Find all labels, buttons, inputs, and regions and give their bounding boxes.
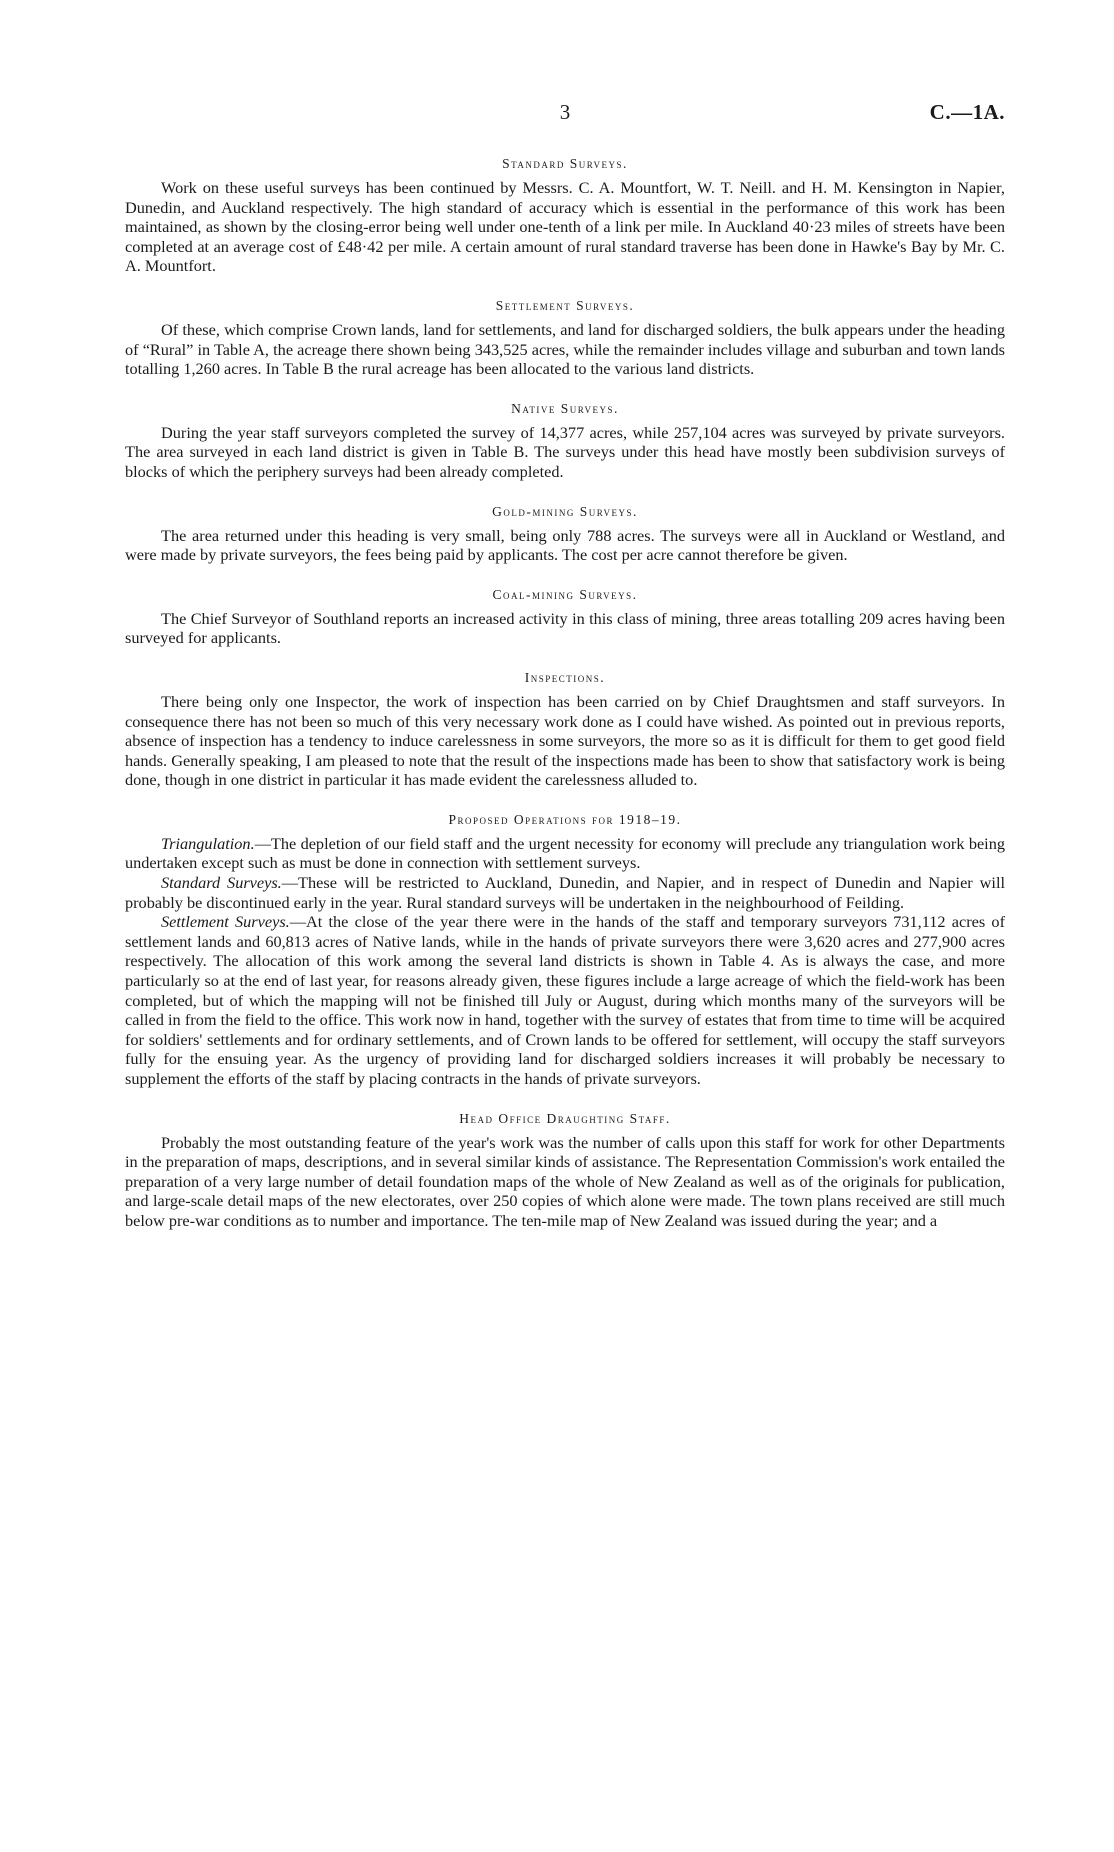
section-head-office-draughting-staff <box>125 1111 1005 1231</box>
paragraph-text: —These will be restricted to Auckland, Dunedin, and Napier, and in respect of Dunedin and Napier will probably be discontinued early in the year. Rural standard surveys will be undertaken in the neighbourhood of Feilding. <box>125 873 1006 912</box>
section-standard-surveys <box>125 156 1005 276</box>
run-in-title: Triangulation. <box>161 833 255 853</box>
section-gold-mining-surveys <box>125 504 1005 565</box>
paragraph: Probably the most outstanding feature of the year's work was the number of calls upon this staff for work for other Departments in the preparation of maps, descriptions, and in several similar kinds of assistance. The Representation Commission's work entailed the preparation of a very large number of detail foundation maps of the whole of New Zealand as well as of the originals for publication, and large-scale detail maps of the new electorates, over 250 copies of which alone were made. The town plans received are still much below pre-war conditions as to number and importance. The ten-mile map of New Zealand was issued during the year; and a <box>125 1132 1005 1230</box>
page-number: 3 <box>559 100 571 124</box>
section-inspections <box>125 670 1005 790</box>
section-heading: Proposed Operations for 1918–19. <box>448 811 682 827</box>
paragraph-text: —At the close of the year there were in the hands of the staff and temporary surveyors 731,112 acres of settlement lands and 60,813 acres of Native lands, while in the hands of private surveyors there were 3,620 acres and 277,900 acres respectively. The allocation of this work among the several land districts is shown in Table 4. As is always the case, and more particularly so at the end of last year, for reasons already given, these figures include a large acreage of which the field-work has been completed, but of which the mapping will not be finished till July or August, during which months many of the surveyors will be called in from the field to the office. This work now in hand, together with the survey of estates that from time to time will be acquired for soldiers' settlements and for ordinary settlements, and of Crown lands to be offered for settlement, will occupy the staff surveyors fully for the ensuing year. As the urgency of providing land for discharged soldiers increases it will probably be necessary to supplement the efforts of the staff by placing contracts in the hands of private surveyors. <box>125 912 1005 1088</box>
paragraph: The area returned under this heading is very small, being only 788 acres. The surveys were all in Auckland or Westland, and were made by private surveyors, the fees being paid by applicants. The cost per acre cannot therefore be given. <box>125 525 1005 565</box>
document-page <box>125 100 1005 1253</box>
paragraph-settlement-surveys <box>125 912 1005 1088</box>
paragraph: During the year staff surveyors completed the survey of 14,377 acres, while 257,104 acres was surveyed by private surveyors. The area surveyed in each land district is given in Table B. The surveys under this head have mostly been subdivision surveys of blocks of which the periphery surveys had been already completed. <box>125 422 1005 481</box>
section-coal-mining-surveys <box>125 587 1005 648</box>
paragraph: Of these, which comprise Crown lands, land for settlements, and land for discharged soldiers, the bulk appears under the heading of “Rural” in Table A, the acreage there shown being 343,525 acres, while the remainder includes village and suburban and town lands totalling 1,260 acres. In Table B the rural acreage has been allocated to the various land districts. <box>125 319 1005 379</box>
section-heading: Native Surveys. <box>511 400 619 416</box>
section-heading: Head Office Draughting Staff. <box>459 1110 671 1126</box>
section-heading: Coal-mining Surveys. <box>492 586 638 602</box>
paragraph-triangulation <box>125 834 1005 873</box>
section-settlement-surveys <box>125 298 1005 379</box>
paragraph-text: —The depletion of our field staff and the urgent necessity for economy will preclude any triangulation work being undertaken except such as must be done in connection with settlement surveys. <box>125 833 1005 873</box>
section-heading: Inspections. <box>524 669 606 685</box>
paragraph: There being only one Inspector, the work of inspection has been carried on by Chief Draughtsmen and staff surveyors. In consequence there has not been so much of this very necessary work done as I could have wished. As pointed out in previous reports, absence of inspection has a tendency to induce carelessness in some surveyors, the more so as it is difficult for them to get good field hands. Generally speaking, I am pleased to note that the result of the inspections made has been to show that satisfactory work is being done, though in one district in particular it has made evident the carelessness alluded to. <box>125 691 1005 790</box>
run-in-title: Settlement Surveys. <box>161 912 290 932</box>
section-proposed-operations <box>125 812 1005 1089</box>
paragraph: The Chief Surveyor of Southland reports an increased activity in this class of mining, three areas totalling 209 acres having been surveyed for applicants. <box>125 608 1005 648</box>
section-heading: Settlement Surveys. <box>495 297 635 313</box>
paragraph: Work on these useful surveys has been continued by Messrs. C. A. Mountfort, W. T. Neill. and H. M. Kensington in Napier, Dunedin, and Auckland respectively. The high standard of accuracy which is essential in the performance of this work has been maintained, as shown by the closing-error being well under one-tenth of a link per mile. In Auckland 40·23 miles of streets have been completed at an average cost of £48·42 per mile. A certain amount of rural standard traverse has been done in Hawke's Bay by Mr. C. A. Mountfort. <box>125 178 1005 276</box>
page-header <box>125 100 1005 130</box>
section-heading: Standard Surveys. <box>502 156 628 171</box>
document-reference: C.—1A. <box>929 100 1005 124</box>
section-heading: Gold-mining Surveys. <box>492 503 638 519</box>
section-native-surveys <box>125 401 1005 482</box>
run-in-title: Standard Surveys. <box>161 873 282 893</box>
paragraph-standard-surveys <box>125 873 1005 912</box>
